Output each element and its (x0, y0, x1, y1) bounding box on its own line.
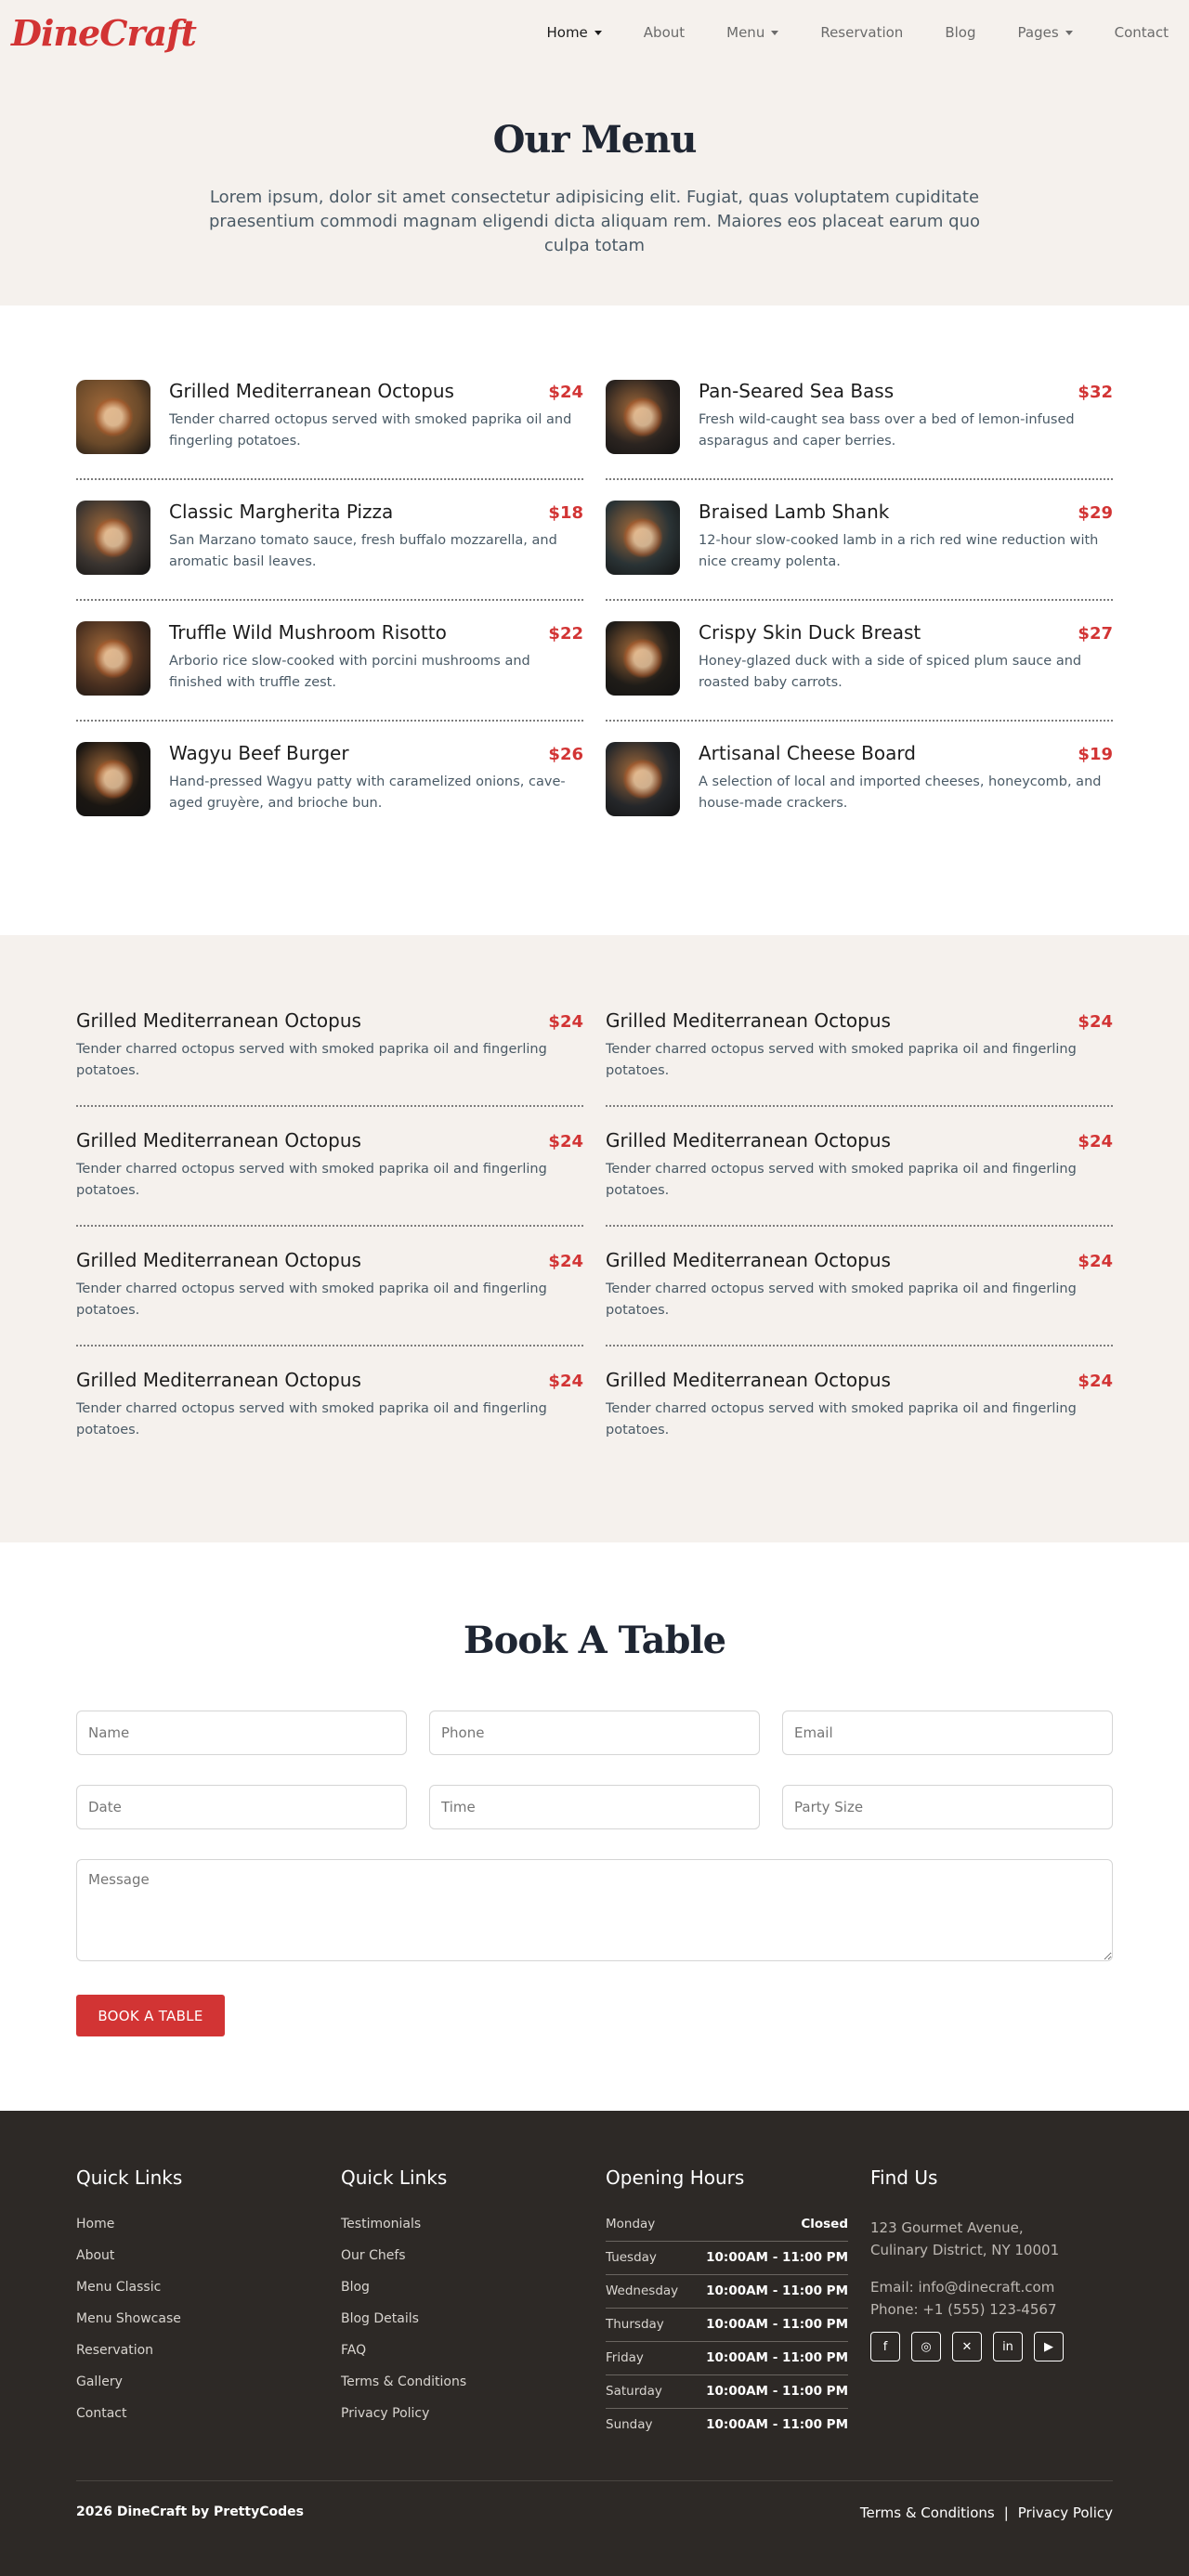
book-title: Book A Table (463, 1619, 726, 1662)
hours-day: Friday (606, 2350, 644, 2365)
chevron-down-icon (1065, 31, 1073, 35)
chevron-down-icon (771, 31, 778, 35)
footer-link-privacy-policy[interactable]: Privacy Policy (341, 2406, 430, 2421)
dish-name: Artisanal Cheese Board (699, 742, 916, 764)
menu-item-head (606, 1009, 1113, 1032)
dish-price: $24 (1078, 1372, 1113, 1391)
nav-item-home[interactable] (546, 24, 601, 41)
menu-item[interactable] (606, 380, 1113, 480)
form-row-1 (76, 1711, 1113, 1755)
menu-item[interactable] (606, 621, 1113, 722)
dish-price: $27 (1078, 624, 1113, 644)
dish-price: $32 (1078, 383, 1113, 402)
dish-name: Grilled Mediterranean Octopus (76, 1009, 361, 1032)
dish-image (606, 501, 680, 575)
menu-item-body (699, 742, 1113, 822)
dish-price: $24 (548, 1252, 583, 1271)
menu-item-head (169, 621, 583, 644)
menu-item-head (606, 1369, 1113, 1391)
dish-description: Fresh wild-caught sea bass over a bed of lemon-infused asparagus and caper berries. (699, 412, 1075, 449)
menu-item[interactable] (606, 1009, 1113, 1107)
dish-price: $29 (1078, 503, 1113, 523)
dish-image (606, 380, 680, 454)
menu-item-head (169, 380, 583, 402)
menu-plain-section (0, 935, 1189, 1542)
message-field[interactable] (76, 1859, 1113, 1961)
hours-row (606, 2375, 848, 2409)
terms-link[interactable]: Terms & Conditions (859, 2504, 995, 2521)
dish-description: Tender charred octopus served with smoked paprika oil and fingerling potatoes. (76, 1162, 547, 1199)
menu-grid (76, 380, 1113, 842)
contact-info (870, 2276, 1113, 2321)
hours-time: 10:00AM - 11:00 PM (706, 2283, 848, 2298)
hours-time: Closed (801, 2217, 848, 2231)
footer-find-us (870, 2166, 1113, 2441)
menu-item[interactable] (606, 1369, 1113, 1466)
menu-item-body (169, 621, 583, 699)
site-logo[interactable]: DineCraft (11, 11, 196, 54)
nav-item-reservation[interactable] (820, 24, 903, 41)
footer-link-testimonials[interactable]: Testimonials (341, 2217, 422, 2231)
hours-row (606, 2309, 848, 2342)
facebook-icon[interactable]: f (870, 2332, 900, 2361)
dish-name: Braised Lamb Shank (699, 501, 890, 523)
dish-description: Hand-pressed Wagyu patty with caramelized onions, cave-aged gruyère, and brioche bun. (169, 774, 566, 812)
menu-item-body (169, 501, 583, 579)
hours-row (606, 2342, 848, 2375)
footer-col2-title: Quick Links (341, 2166, 448, 2189)
footer-link-blog[interactable]: Blog (341, 2280, 370, 2295)
menu-item-head (699, 742, 1113, 764)
hours-day: Thursday (606, 2317, 664, 2332)
nav-item-contact[interactable] (1115, 24, 1169, 41)
x-twitter-icon[interactable]: ✕ (952, 2332, 982, 2361)
nav-item-blog[interactable] (945, 24, 975, 41)
menu-item-head (76, 1009, 583, 1032)
footer-quick-links-1 (76, 2166, 341, 2441)
name-field[interactable] (76, 1711, 407, 1755)
footer-link-gallery[interactable]: Gallery (76, 2374, 123, 2389)
footer-link-our-chefs[interactable]: Our Chefs (341, 2248, 406, 2263)
hero-subtitle: Lorem ipsum, dolor sit amet consectetur adipisicing elit. Fugiat, quas voluptatem cupiditate praesentium commodi magnam eligendi dicta aliquam rem. Maiores eos placeat earum quo culpa totam (208, 188, 980, 256)
address-line-2: Culinary District, NY 10001 (870, 2242, 1060, 2258)
hours-row (606, 2242, 848, 2275)
party-size-field[interactable] (782, 1785, 1113, 1829)
menu-item-head (169, 501, 583, 523)
dish-description: Tender charred octopus served with smoked paprika oil and fingerling potatoes. (606, 1162, 1077, 1199)
menu-item[interactable] (76, 380, 583, 480)
instagram-icon[interactable]: ◎ (911, 2332, 941, 2361)
menu-with-images-section (0, 306, 1189, 935)
dish-description: A selection of local and imported cheeses, honeycomb, and house-made crackers. (699, 774, 1102, 812)
hours-time: 10:00AM - 11:00 PM (706, 2384, 848, 2399)
footer-link-home[interactable]: Home (76, 2217, 115, 2231)
dish-name: Grilled Mediterranean Octopus (76, 1249, 361, 1271)
menu-item-head (606, 1249, 1113, 1271)
menu-item-head (699, 380, 1113, 402)
menu-item[interactable] (606, 742, 1113, 842)
dish-name: Classic Margherita Pizza (169, 501, 394, 523)
menu-item[interactable] (76, 501, 583, 601)
nav-item-label: About (643, 24, 686, 41)
menu-item-body (699, 621, 1113, 699)
footer-link-menu-classic[interactable]: Menu Classic (76, 2280, 162, 2295)
hours-row (606, 2409, 848, 2441)
social-links (870, 2332, 1113, 2361)
dish-name: Truffle Wild Mushroom Risotto (169, 621, 447, 644)
footer-link-faq[interactable]: FAQ (341, 2343, 367, 2358)
hours-title: Opening Hours (606, 2166, 745, 2189)
dish-image (606, 621, 680, 696)
hours-time: 10:00AM - 11:00 PM (706, 2350, 848, 2365)
menu-item[interactable] (76, 1369, 583, 1466)
hours-time: 10:00AM - 11:00 PM (706, 2250, 848, 2265)
hours-time: 10:00AM - 11:00 PM (706, 2317, 848, 2332)
footer-link-reservation[interactable]: Reservation (76, 2343, 154, 2358)
menu-item-head (699, 621, 1113, 644)
menu-item-head (606, 1129, 1113, 1151)
footer-bottom (76, 2480, 1113, 2521)
book-table-section (0, 1542, 1189, 2111)
menu-item-head (169, 742, 583, 764)
privacy-link[interactable]: Privacy Policy (1017, 2504, 1113, 2521)
chevron-down-icon (594, 31, 602, 35)
form-row-2 (76, 1785, 1113, 1829)
dish-description: 12-hour slow-cooked lamb in a rich red wine reduction with nice creamy polenta. (699, 533, 1099, 570)
nav-item-label: Reservation (820, 24, 904, 41)
legal-separator: | (1003, 2504, 1009, 2521)
footer-opening-hours (606, 2166, 870, 2441)
contact-email[interactable]: Email: info@dinecraft.com (870, 2279, 1055, 2296)
dish-name: Grilled Mediterranean Octopus (76, 1369, 361, 1391)
hours-time: 10:00AM - 11:00 PM (706, 2417, 848, 2432)
dish-description: Honey-glazed duck with a side of spiced plum sauce and roasted baby carrots. (699, 654, 1082, 691)
dish-description: Arborio rice slow-cooked with porcini mushrooms and finished with truffle zest. (169, 654, 530, 691)
footer-link-terms-conditions[interactable]: Terms & Conditions (341, 2374, 467, 2389)
menu-item-body (169, 742, 583, 822)
dish-name: Crispy Skin Duck Breast (699, 621, 921, 644)
dish-description: Tender charred octopus served with smoked paprika oil and fingerling potatoes. (76, 1401, 547, 1438)
time-field[interactable] (429, 1785, 760, 1829)
dish-description: Tender charred octopus served with smoked paprika oil and fingerling potatoes. (76, 1281, 547, 1319)
dish-price: $24 (548, 1132, 583, 1151)
book-table-button[interactable]: BOOK A TABLE (76, 1995, 225, 2036)
footer-col1-title: Quick Links (76, 2166, 183, 2189)
dish-price: $19 (1078, 745, 1113, 764)
menu-item[interactable] (76, 621, 583, 722)
dish-image (606, 742, 680, 816)
dish-name: Wagyu Beef Burger (169, 742, 349, 764)
menu-item[interactable] (76, 1129, 583, 1227)
dish-price: $24 (548, 1372, 583, 1391)
nav-item-label: Menu (726, 24, 765, 41)
nav-item-label: Home (546, 24, 588, 41)
footer-link-blog-details[interactable]: Blog Details (341, 2311, 419, 2326)
date-field[interactable] (76, 1785, 407, 1829)
hours-day: Tuesday (606, 2250, 657, 2265)
menu-item-body (169, 380, 583, 458)
menu-item[interactable] (606, 1249, 1113, 1347)
dish-description: Tender charred octopus served with smoked paprika oil and fingerling potatoes. (76, 1042, 547, 1079)
nav-item-label: Blog (945, 24, 976, 41)
menu-item[interactable] (76, 742, 583, 842)
legal-links (860, 2504, 1113, 2521)
dish-price: $24 (1078, 1132, 1113, 1151)
dish-price: $18 (548, 503, 583, 523)
dish-description: Tender charred octopus served with smoked paprika oil and fingerling potatoes. (169, 412, 572, 449)
menu-item[interactable] (76, 1009, 583, 1107)
dish-image (76, 380, 150, 454)
dish-name: Grilled Mediterranean Octopus (169, 380, 454, 402)
menu-item-head (76, 1249, 583, 1271)
dish-description: Tender charred octopus served with smoked paprika oil and fingerling potatoes. (606, 1401, 1077, 1438)
contact-phone[interactable]: Phone: +1 (555) 123-4567 (870, 2301, 1057, 2318)
dish-name: Grilled Mediterranean Octopus (606, 1009, 891, 1032)
dish-price: $24 (1078, 1252, 1113, 1271)
dish-name: Grilled Mediterranean Octopus (76, 1129, 361, 1151)
address-line-1: 123 Gourmet Avenue, (870, 2219, 1024, 2236)
footer-link-menu-showcase[interactable]: Menu Showcase (76, 2311, 181, 2326)
site-footer (0, 2111, 1189, 2576)
linkedin-icon[interactable]: in (993, 2332, 1023, 2361)
menu-item-head (76, 1369, 583, 1391)
dish-name: Grilled Mediterranean Octopus (606, 1249, 891, 1271)
nav-item-about[interactable] (644, 24, 685, 41)
menu-item[interactable] (606, 1129, 1113, 1227)
menu-item[interactable] (76, 1249, 583, 1347)
dish-description: San Marzano tomato sauce, fresh buffalo mozzarella, and aromatic basil leaves. (169, 533, 557, 570)
hours-day: Sunday (606, 2417, 653, 2432)
footer-link-about[interactable]: About (76, 2248, 115, 2263)
menu-item-head (76, 1129, 583, 1151)
hours-row (606, 2217, 848, 2242)
main-nav (504, 24, 1169, 41)
email-field[interactable] (782, 1711, 1113, 1755)
dish-price: $24 (1078, 1012, 1113, 1032)
dish-image (76, 742, 150, 816)
menu-item-body (699, 380, 1113, 458)
phone-field[interactable] (429, 1711, 760, 1755)
find-title: Find Us (870, 2166, 938, 2189)
dish-description: Tender charred octopus served with smoked paprika oil and fingerling potatoes. (606, 1042, 1077, 1079)
dish-name: Pan-Seared Sea Bass (699, 380, 895, 402)
hours-day: Saturday (606, 2384, 662, 2399)
menu-item[interactable] (606, 501, 1113, 601)
footer-link-contact[interactable]: Contact (76, 2406, 127, 2421)
menu-item-body (699, 501, 1113, 579)
hours-day: Monday (606, 2217, 656, 2231)
nav-item-label: Contact (1114, 24, 1169, 41)
copyright: 2026 DineCraft by PrettyCodes (76, 2504, 304, 2519)
menu-item-head (699, 501, 1113, 523)
nav-item-menu[interactable] (726, 24, 778, 41)
dish-name: Grilled Mediterranean Octopus (606, 1129, 891, 1151)
page-title: Our Menu (492, 118, 697, 162)
dish-name: Grilled Mediterranean Octopus (606, 1369, 891, 1391)
site-header (0, 0, 1189, 65)
dish-image (76, 501, 150, 575)
dish-price: $26 (548, 745, 583, 764)
footer-quick-links-2 (341, 2166, 606, 2441)
nav-item-label: Pages (1017, 24, 1059, 41)
dish-price: $24 (548, 1012, 583, 1032)
nav-item-pages[interactable] (1018, 24, 1073, 41)
hours-row (606, 2275, 848, 2309)
hours-day: Wednesday (606, 2283, 679, 2298)
dish-price: $22 (548, 624, 583, 644)
menu-plain-grid (76, 1009, 1113, 1466)
dish-description: Tender charred octopus served with smoked paprika oil and fingerling potatoes. (606, 1281, 1077, 1319)
dish-price: $24 (548, 383, 583, 402)
menu-hero (0, 65, 1189, 306)
dish-image (76, 621, 150, 696)
address (870, 2217, 1113, 2261)
youtube-icon[interactable]: ▶ (1034, 2332, 1064, 2361)
